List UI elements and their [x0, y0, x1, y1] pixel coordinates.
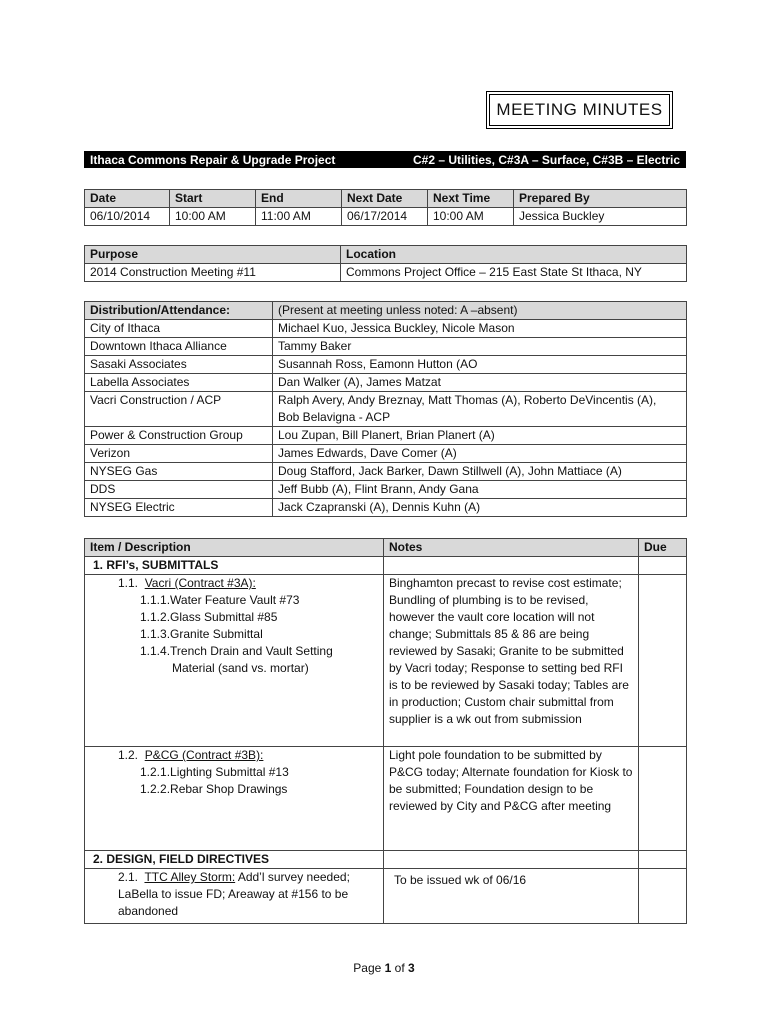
prepared-by: Jessica Buckley	[514, 208, 687, 226]
item-description-header: Item / Description	[85, 539, 384, 557]
schedule-table	[84, 189, 687, 226]
item-cell	[85, 869, 384, 924]
notes-text: Binghamton precast to revise cost estimate; Bundling of plumbing is to be revised, however the vault core location will not change; Submittals 85 & 86 are being reviewed by Sasaki; Granite to be submitted by Vacri today; Response to setting bed RFI is to be reviewed by Sasaki today; Tables are in production; Custom chair submittal from supplier is a wk out from submission	[384, 575, 639, 747]
project-banner	[84, 151, 686, 168]
item-number: 2.1.	[118, 870, 139, 884]
sub-item: 1.2.2.Rebar Shop Drawings	[140, 782, 288, 796]
distribution-header: Distribution/Attendance:	[85, 302, 273, 320]
page-word: Page	[353, 961, 382, 975]
item-title: Vacri (Contract #3A):	[144, 576, 256, 590]
section-title: 2. DESIGN, FIELD DIRECTIVES	[85, 851, 384, 869]
notes-text: To be issued wk of 06/16	[384, 869, 639, 924]
attendees: Doug Stafford, Jack Barker, Dawn Stillwell (A), John Mattiace (A)	[273, 463, 687, 481]
sub-item-continuation: Material (sand vs. mortar)	[172, 661, 309, 675]
item-cell	[85, 747, 384, 851]
notes-header: Notes	[384, 539, 639, 557]
schedule-header: Prepared By	[514, 190, 687, 208]
item-number: 1.2.	[118, 748, 139, 762]
schedule-header: Start	[170, 190, 256, 208]
next-time: 10:00 AM	[428, 208, 514, 226]
item-cell	[85, 575, 384, 747]
item-heading	[90, 747, 378, 764]
attendees: Dan Walker (A), James Matzat	[273, 374, 687, 392]
organization: Labella Associates	[85, 374, 273, 392]
items-table	[84, 538, 687, 924]
attendees: Ralph Avery, Andy Breznay, Matt Thomas (A), Roberto DeVincentis (A), Bob Belavigna - ACP	[273, 392, 687, 427]
contract-list: C#2 – Utilities, C#3A – Surface, C#3B – Electric	[412, 152, 680, 167]
end-time: 11:00 AM	[256, 208, 342, 226]
organization: Vacri Construction / ACP	[85, 392, 273, 427]
item-number: 1.1.	[118, 576, 139, 590]
schedule-header: Next Time	[428, 190, 514, 208]
section-title: 1. RFI’s, SUBMITTALS	[85, 557, 384, 575]
purpose-value: 2014 Construction Meeting #11	[85, 264, 341, 282]
organization: NYSEG Gas	[85, 463, 273, 481]
purpose-label: Purpose	[85, 246, 341, 264]
sub-item: 1.1.4.Trench Drain and Vault Setting	[140, 644, 333, 658]
location-label: Location	[341, 246, 687, 264]
attendees: Michael Kuo, Jessica Buckley, Nicole Mason	[273, 320, 687, 338]
of-word: of	[394, 961, 405, 975]
due-cell	[639, 747, 687, 851]
attendees: Susannah Ross, Eamonn Hutton (AO	[273, 356, 687, 374]
due-cell	[639, 851, 687, 869]
organization: Sasaki Associates	[85, 356, 273, 374]
page-footer	[0, 961, 768, 975]
page-title: MEETING MINUTES	[489, 94, 670, 126]
organization: NYSEG Electric	[85, 499, 273, 517]
notes-text: Light pole foundation to be submitted by P&CG today; Alternate foundation for Kiosk to be submitted; Foundation design to be reviewed by City and P&CG after meeting	[384, 747, 639, 851]
attendees: James Edwards, Dave Comer (A)	[273, 445, 687, 463]
absent-note: (Present at meeting unless noted: A –absent)	[273, 302, 687, 320]
organization: Power & Construction Group	[85, 427, 273, 445]
page-total: 3	[408, 961, 415, 975]
due-cell	[639, 557, 687, 575]
sub-item: 1.1.1.Water Feature Vault #73	[140, 593, 300, 607]
organization: Verizon	[85, 445, 273, 463]
attendees: Jeff Bubb (A), Flint Brann, Andy Gana	[273, 481, 687, 499]
project-name: Ithaca Commons Repair & Upgrade Project	[90, 152, 336, 167]
item-title: P&CG (Contract #3B):	[144, 748, 264, 762]
item-text: Add’l survey needed; LaBella to issue FD; Areaway at #156 to be abandoned	[118, 870, 350, 918]
due-cell	[639, 869, 687, 924]
next-date: 06/17/2014	[342, 208, 428, 226]
meeting-date: 06/10/2014	[85, 208, 170, 226]
organization: Downtown Ithaca Alliance	[85, 338, 273, 356]
organization: City of Ithaca	[85, 320, 273, 338]
location-value: Commons Project Office – 215 East State St Ithaca, NY	[341, 264, 687, 282]
schedule-header: End	[256, 190, 342, 208]
page-number: 1	[384, 961, 392, 975]
notes-cell	[384, 851, 639, 869]
attendees: Tammy Baker	[273, 338, 687, 356]
schedule-header: Next Date	[342, 190, 428, 208]
start-time: 10:00 AM	[170, 208, 256, 226]
attendees: Lou Zupan, Bill Planert, Brian Planert (A)	[273, 427, 687, 445]
sub-item: 1.1.2.Glass Submittal #85	[140, 610, 278, 624]
item-heading	[90, 575, 378, 592]
organization: DDS	[85, 481, 273, 499]
purpose-table	[84, 245, 687, 282]
notes-cell	[384, 557, 639, 575]
schedule-header: Date	[85, 190, 170, 208]
distribution-table	[84, 301, 687, 517]
sub-item: 1.1.3.Granite Submittal	[140, 627, 263, 641]
due-cell	[639, 575, 687, 747]
sub-item: 1.2.1.Lighting Submittal #13	[140, 765, 289, 779]
attendees: Jack Czapranski (A), Dennis Kuhn (A)	[273, 499, 687, 517]
title-box	[486, 91, 673, 129]
due-header: Due	[639, 539, 687, 557]
item-title: TTC Alley Storm:	[144, 870, 236, 884]
